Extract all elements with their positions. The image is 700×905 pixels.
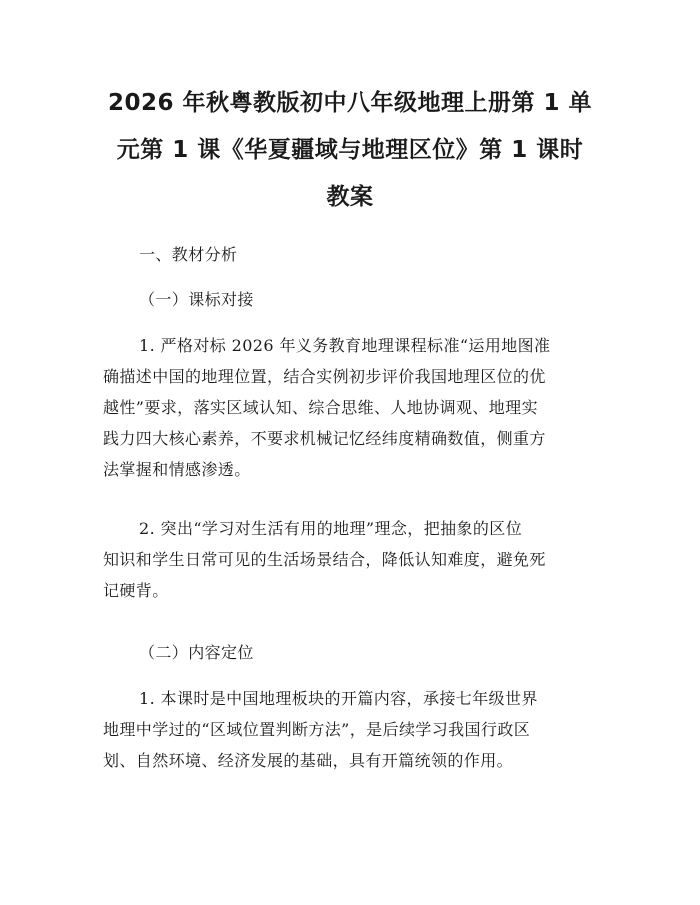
- paragraph-line: 知识和学生日常可见的生活场景结合，降低认知难度，避免死: [103, 550, 546, 569]
- paragraph-line: 践力四大核心素养，不要求机械记忆经纬度精确数值，侧重方: [103, 429, 546, 448]
- title-line-2: 元第 1 课《华夏疆域与地理区位》第 1 课时: [116, 137, 584, 163]
- paragraph-line: 确描述中国的地理位置，结合实例初步评价我国地理区位的优: [103, 367, 546, 386]
- document-title: [95, 80, 605, 221]
- paragraph-line: 记硬背。: [103, 581, 169, 600]
- paragraph-curriculum-2: [103, 513, 603, 606]
- paragraph-line: 1. 严格对标 2026 年义务教育地理课程标准“运用地图准: [139, 336, 551, 355]
- paragraph-content-positioning-1: [103, 683, 603, 776]
- title-line-3: 教案: [326, 184, 374, 210]
- paragraph-curriculum-1: [103, 330, 603, 485]
- paragraph-line: 法掌握和情感渗透。: [103, 460, 251, 479]
- paragraph-line: 越性”要求，落实区域认知、综合思维、人地协调观、地理实: [103, 398, 538, 417]
- subsection-heading-content-positioning: （二）内容定位: [139, 643, 254, 662]
- section-heading-teaching-material-analysis: 一、教材分析: [139, 245, 238, 264]
- title-line-1: 2026 年秋粤教版初中八年级地理上册第 1 单: [107, 90, 593, 116]
- subsection-heading-curriculum-alignment: （一）课标对接: [139, 290, 254, 309]
- paragraph-line: 2. 突出“学习对生活有用的地理”理念，把抽象的区位: [139, 519, 523, 538]
- paragraph-line: 1. 本课时是中国地理板块的开篇内容，承接七年级世界: [139, 689, 538, 708]
- paragraph-line: 地理中学过的“区域位置判断方法”，是后续学习我国行政区: [103, 720, 531, 739]
- paragraph-line: 划、自然环境、经济发展的基础，具有开篇统领的作用。: [103, 751, 514, 770]
